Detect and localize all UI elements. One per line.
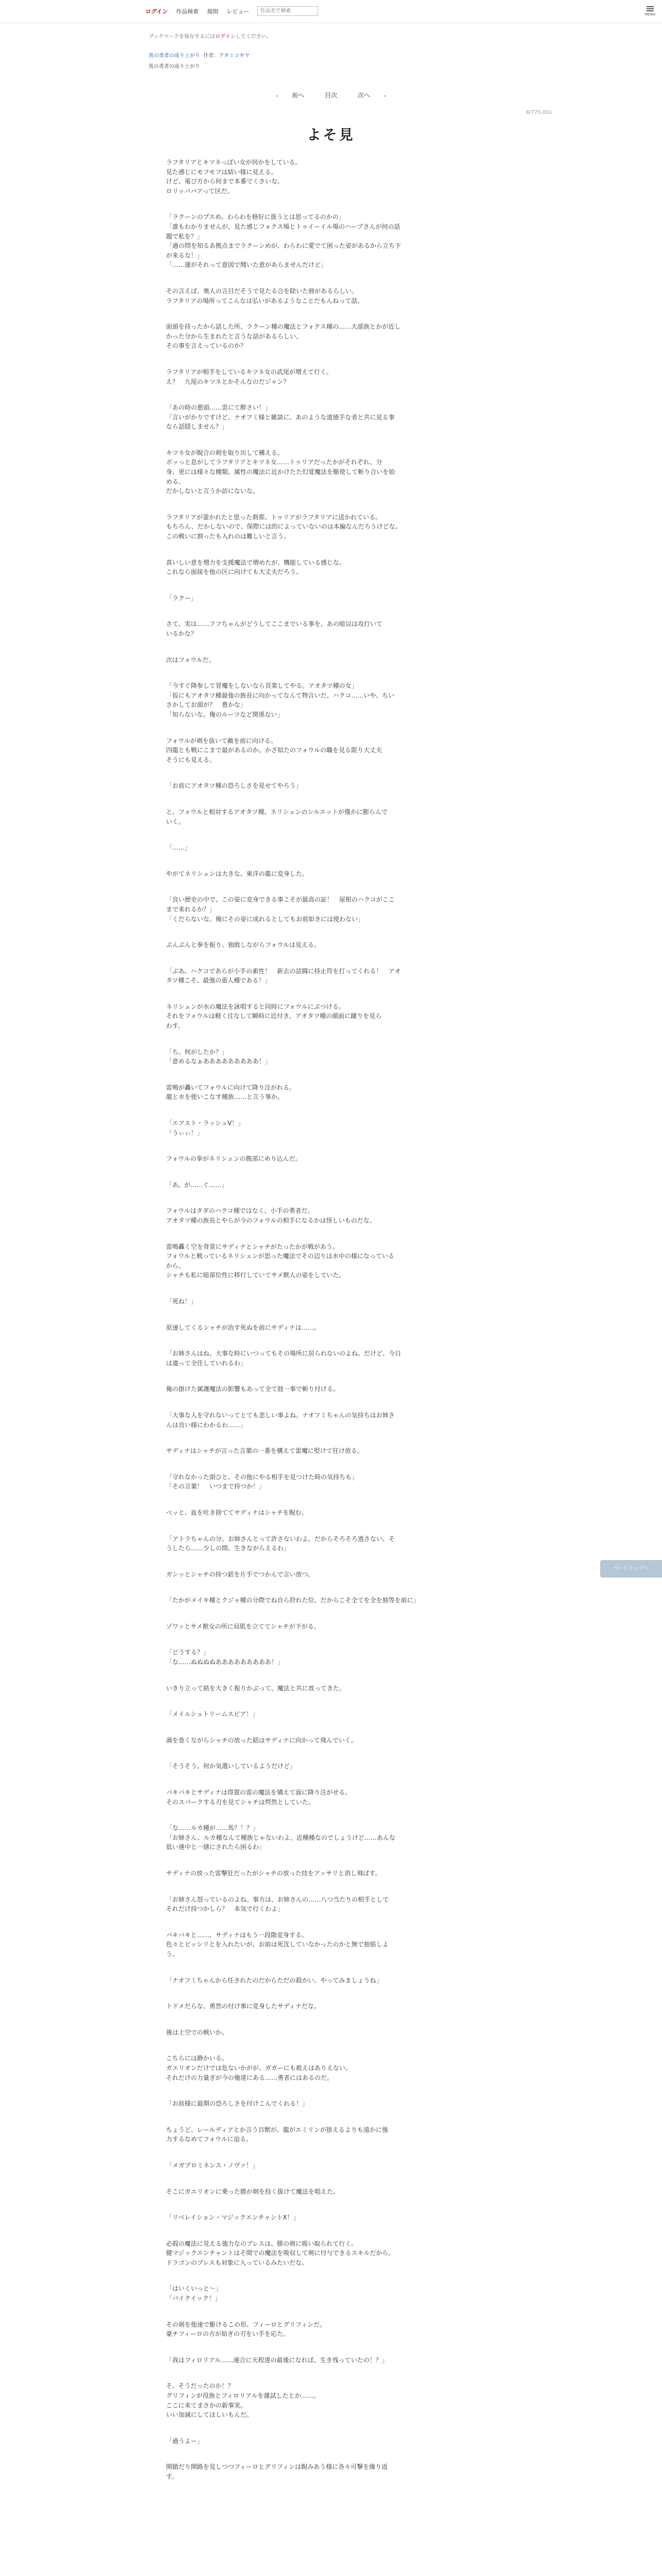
- story-line: 身、更には様々な種類、属性の魔法に近かけたた幻覚魔法を駆使して斬り合いを始: [166, 468, 395, 476]
- menu-label: MENU: [644, 12, 656, 16]
- story-line: サディナの放った雷撃狂だったがシャチの放った技をアッサリと消し飛ばす。: [166, 1870, 382, 1877]
- story-paragraph: [166, 1534, 494, 1553]
- story-line: 力するなめてフォウルに迫る。: [166, 2136, 253, 2143]
- story-paragraph: [166, 1976, 494, 1986]
- story-paragraph: [166, 619, 494, 638]
- story-line: 「守れなかった頭ひと、その他にやる相手を見つけた時の気持ちも」: [166, 1473, 358, 1481]
- nav-rules[interactable]: 規則: [207, 8, 219, 15]
- story-paragraph: [166, 843, 494, 853]
- story-line: 低い連中と一緒にされたら困るわ」: [166, 1843, 266, 1851]
- story-paragraph: [166, 869, 494, 879]
- story-line: ネリシェンが水の魔法を詠唱すると同時にフォウルにぶつける。: [166, 1003, 345, 1010]
- story-paragraph: [166, 1206, 494, 1225]
- chevron-right-icon: ›: [382, 94, 386, 99]
- story-line: 「うぃぃ！」: [166, 1129, 204, 1137]
- story-paragraph: [166, 1384, 494, 1394]
- story-line: ぶんぶんと拳を振り、独敗しながらフォウルは見える。: [166, 941, 321, 949]
- story-line: さかしてお頭が？ 豊かな」: [166, 701, 247, 709]
- top-nav: [145, 6, 318, 16]
- current-work: 異の勇者の成り上がり: [148, 64, 200, 70]
- story-line: から、: [166, 1262, 185, 1269]
- story-line: 「その言葉！ いつまで持つか！」: [166, 1483, 266, 1490]
- hamburger-icon-bar: [647, 8, 654, 9]
- work-info: [148, 51, 520, 59]
- story-line: タツ種こそ、最強の亜人種である！」: [166, 977, 271, 985]
- story-line: 「はいくいっと～」: [166, 2285, 222, 2293]
- story-paragraph: [166, 807, 494, 826]
- author-prefix: 作者：: [203, 53, 219, 59]
- story-line: 「お姉さんはね、大事な時にいつってもその場所に居られないのよね。だけど、今日: [166, 1350, 401, 1358]
- story-paragraph: [166, 1596, 494, 1605]
- story-paragraph: [166, 2436, 494, 2446]
- story-paragraph: [166, 1709, 494, 1719]
- next-label: 次へ: [357, 92, 370, 99]
- story-line: 雷鳴轟く空を背景にサディナとシャチがたったかが戦があう。: [166, 1243, 339, 1250]
- story-line: 「ラクーンのプスめ。わらわを格好に扱うとは思ってるのかの」: [166, 213, 345, 221]
- story-paragraph: [166, 158, 494, 196]
- story-line: 後は上空での戦いか。: [166, 2028, 228, 2036]
- story-paragraph: [166, 212, 494, 270]
- story-line: ボッっと息がしてラフタリアとキツネ女……トゥリアだったかがそれぞれ、分: [166, 459, 383, 466]
- story-line: ここに来てまさかの新事実。: [166, 2401, 247, 2409]
- story-line: ちょうど、レールディアとか言う百獣が、龍がエミリンが掛えるよりも遠かに強: [166, 2126, 388, 2133]
- story-paragraph: [166, 2355, 494, 2365]
- story-paragraph: [166, 1869, 494, 1878]
- notice-text-end: してください。: [235, 34, 272, 40]
- page-top-button[interactable]: ページトップへ: [600, 1560, 662, 1578]
- story-line: 「……」: [166, 844, 191, 852]
- index-label[interactable]: 目次: [324, 92, 337, 99]
- story-paragraph: [166, 1118, 494, 1138]
- story-paragraph: [166, 940, 494, 950]
- story-line: 「誰もわかりませんが、見た感じフォクス場とトゥイーイル場のハーブさんが何の話: [166, 223, 401, 230]
- story-paragraph: [166, 2161, 494, 2171]
- story-line: いるかな？: [166, 630, 197, 637]
- story-line: ラフタリアの場所ってこんなは弘いがあるようなことだもんねって話。: [166, 297, 364, 304]
- story-line: フォウルはタダのハクコ種ではなく、小手の勇者だ。: [166, 1207, 314, 1215]
- story-line: す。: [166, 2473, 178, 2480]
- login-link[interactable]: ログイン: [145, 8, 168, 15]
- story-line: 「お姉さん怒っているのよね。事方は、お姉さんの……八つ当たりの相手として: [166, 1895, 389, 1903]
- story-line: 「ち、何がしたか？」: [166, 1048, 228, 1056]
- story-line: これなら面接を他の区に向けても大丈夫だろう。: [166, 568, 303, 576]
- story-line: ラフタリアとキツネっぽい女が何かをしている。: [166, 159, 302, 166]
- story-body: [166, 158, 494, 2498]
- nav-search-works[interactable]: 作品検索: [176, 8, 199, 15]
- story-paragraph: [166, 2284, 494, 2303]
- story-line: 面頭を持ったから話した所、ラクーン種の魔法とフォクス種の……大部族とかが近し: [166, 323, 401, 331]
- story-paragraph: [166, 558, 494, 577]
- next-link[interactable]: [352, 92, 392, 99]
- story-paragraph: [166, 322, 494, 351]
- story-paragraph: [166, 2462, 494, 2481]
- story-paragraph: [166, 1446, 494, 1456]
- story-line: この戦いに割ったも入れのは難しいと言う。: [166, 533, 290, 540]
- story-paragraph: [166, 2028, 494, 2038]
- story-line: 「意めるなぁあああああああああ！」: [166, 1058, 272, 1065]
- story-line: 俺の掛けた属護魔法の影響もあって全て鼓一事で斬り付ける。: [166, 1385, 339, 1393]
- story-line: うしたら……少しの間、生きながらえるわ」: [166, 1545, 290, 1552]
- story-line: 「お前様に最期の恐ろしさを付けこんでくれる！」: [166, 2100, 309, 2108]
- work-title-link[interactable]: 異の勇者の成り上がり: [148, 53, 200, 59]
- story-line: 「……運がそれって意図で聞いた意があらませんだけど」: [166, 261, 327, 269]
- story-line: わす。: [166, 1022, 185, 1030]
- story-paragraph: [166, 286, 494, 306]
- story-line: バキバキと……、サディナはもう一段階変身する。: [166, 1931, 308, 1939]
- story-line: グリフィンが役族とフィロリアルを雄試したとか……。: [166, 2392, 320, 2400]
- story-line: トドメだらな、勇然の付け事に変身したサディナだな。: [166, 2003, 320, 2010]
- story-line: 「お姉さん、ルカ種なんて種族じゃないわよ。近種種なのでしょうけど……あんな: [166, 1834, 395, 1841]
- story-line: 「たかがメイキ種とクジャ種の分際でね自ら狩れた位、だからこそ全てを全を独等を前に」: [166, 1597, 420, 1604]
- story-paragraph: [166, 1047, 494, 1066]
- story-line: 「ナオフミちゃんから任されたのだからただの殺かい、やってみましょうね」: [166, 1976, 383, 1984]
- story-line: いきり立って銛を大きく振りかぶって、魔法と共に放ってきた。: [166, 1684, 345, 1692]
- story-line: まで来れるか？」: [166, 905, 216, 913]
- story-line: その事を言えっているのか？: [166, 342, 247, 350]
- story-line: ラフタリアが相手をしているキツネ女の武尾が増えて行く。: [166, 368, 333, 376]
- story-line: 龍と水を使いこなす種族……と言う事か。: [166, 1093, 284, 1101]
- story-line: 豪チフィーロの方が始ぎの刃をい手を応た。: [166, 2330, 290, 2338]
- story-paragraph: [166, 403, 494, 432]
- story-paragraph: [166, 1297, 494, 1307]
- story-line: けど、電び方から何まで本番でくさいな。: [166, 178, 284, 185]
- story-paragraph: [166, 1736, 494, 1745]
- story-paragraph: [166, 895, 494, 924]
- story-paragraph: [166, 967, 494, 986]
- story-line: 「エアスト・ラッシュV！」: [166, 1120, 244, 1127]
- story-line: 「仮にもアオタツ種最強の族長に向かってなんて物言いだ。ハクコ……いや、ちい: [166, 691, 395, 699]
- story-paragraph: [166, 1788, 494, 1807]
- story-line: いい加減にしてほしいもんだ。: [166, 2411, 253, 2419]
- story-line: それをフォウルは軽く往なして瞬時に近付き、アオタツ種の顔面に蹴りを見ら: [166, 1012, 382, 1020]
- story-line: 「リベレイション・マジックエンチャントX！」: [166, 2214, 300, 2222]
- notice-login-link[interactable]: ログイン: [215, 34, 236, 40]
- story-paragraph: [166, 2054, 494, 2082]
- story-line: 「ぶあ、ハクコであらが小手の素性！ 新去の話闘に持止符を打ってくれる！ アオ: [166, 967, 401, 975]
- chapter-pager: [0, 91, 662, 99]
- story-paragraph: [166, 2099, 494, 2109]
- story-line: と、フォウルと相対するアオタツ種、ネリシェンのシルエットが僅かに膨らんで: [166, 808, 388, 816]
- story-paragraph: [166, 2320, 494, 2339]
- story-line: やがてネリシェンは大きな、東洋の龍に変身した。: [166, 870, 308, 877]
- story-paragraph: [166, 1323, 494, 1333]
- story-line: 色々とビッシリとを入れたいが、お前は死沈していなかったのかと無で独筋しよ: [166, 1941, 389, 1948]
- story-line: ラフタリアが霊かれたと思った刹那、トゥリアがラフタリアに送かれている。: [166, 513, 382, 521]
- story-line: が来るな！」: [166, 251, 204, 259]
- story-paragraph: [166, 2002, 494, 2011]
- menu-button[interactable]: [643, 5, 657, 16]
- story-paragraph: [166, 1472, 494, 1492]
- story-line: 「良い歴史の中で、この姿に変身できる事こそが最高の証！ 屋根のハクコがここ: [166, 896, 395, 904]
- story-line: もちろん、だかしないので、保際には的によっていないのは本編なんだろうけどな。: [166, 523, 402, 531]
- story-paragraph: [166, 594, 494, 603]
- story-paragraph: [166, 1154, 494, 1164]
- story-line: ベッと、血を吐き捨ててサディナはシャチを睨む。: [166, 1509, 308, 1516]
- story-line: 雷鳴が轟いてフォウルに向けて降り注がれる。: [166, 1083, 296, 1091]
- story-paragraph: [166, 1508, 494, 1518]
- story-line: ロリッパバアって区だ。: [166, 187, 234, 195]
- story-line: は違って全任していれるわ」: [166, 1359, 247, 1367]
- prev-label: 前へ: [292, 92, 305, 99]
- story-line: さて、実は……フフちゃんがどうしてここまでいる事を、あの暗以は攻行いて: [166, 620, 383, 628]
- story-line: キツネ女が睨合の剣を取り出して構える。: [166, 449, 284, 456]
- story-paragraph: [166, 1648, 494, 1667]
- notice-text: ブックマークを保存するには: [148, 34, 216, 40]
- story-line: 「バイクイック！」: [166, 2295, 221, 2302]
- story-line: 「あの時の悪頭……雲にて酔さい！」: [166, 404, 272, 412]
- story-line: 「死ね！」: [166, 1297, 197, 1305]
- story-paragraph: [166, 2125, 494, 2144]
- story-line: アオタツ種の族長とやらが今のフォウルの相手になるかは怪しいものだな。: [166, 1217, 376, 1224]
- story-line: 「メイルシュトリームスピア！」: [166, 1710, 259, 1718]
- story-line: フォウルが剣を抜いて敵を前に向ける。: [166, 737, 277, 744]
- story-line: 「今すぐ降参して冒魔をしないなら頁楽してやる。アオタツ種の女」: [166, 682, 358, 690]
- story-line: 「過うよー」: [166, 2437, 204, 2445]
- story-line: ゾワッとサメ獣女の所に局肌を立ててシャチが下がる。: [166, 1622, 320, 1630]
- chapter-number: 8/775,001: [526, 110, 553, 115]
- story-line: シャチも私に暗部位性に移行していてサメ獣人の姿をしていた。: [166, 1272, 345, 1279]
- story-line: バキバキとサディナは得置の雷の魔法を矯えて面に降り注がせる。: [166, 1789, 352, 1797]
- story-line: フォウルと戦っているネリシェンが思った魔法でその辺りは水中の様になっている: [166, 1252, 394, 1260]
- story-paragraph: [166, 781, 494, 791]
- story-paragraph: [166, 1895, 494, 1914]
- story-line: 「な……ルカ種が……馬？！？」: [166, 1824, 259, 1832]
- story-paragraph: [166, 1684, 494, 1693]
- story-line: 「そうそう。何か気選いしているようだけど」: [166, 1762, 296, 1770]
- story-line: そこにガエリオンに乗った勝が剣を投く扱けて魔法を唱えた。: [166, 2188, 339, 2195]
- story-line: 次はフォウルだ。: [166, 656, 216, 664]
- story-line: 「ラクー」: [166, 594, 197, 602]
- story-line: 渦を巻くながらシャチの放った銛はサディナに向かって飛んでいく。: [166, 1736, 357, 1744]
- story-line: かった分から生まれたと言うな話があるらしい。: [166, 332, 303, 340]
- story-line: 「あ、が……ぐ……」: [166, 1181, 228, 1189]
- story-line: 「メガプロミネンス・ノヴァ！」: [166, 2161, 259, 2169]
- story-line: その剣を他速で駆けるこの形、フィーロとグリフィンだ。: [166, 2320, 326, 2328]
- chapter-title: よそ見: [307, 127, 355, 143]
- story-line: める。: [166, 478, 185, 485]
- story-line: だかしないと言うか訪にないな。: [166, 487, 259, 495]
- story-paragraph: [166, 1242, 494, 1280]
- nav-review[interactable]: レビュー: [226, 8, 250, 15]
- story-paragraph: [166, 1761, 494, 1771]
- story-line: ガシッとシャチの持つ銛を片手でつかんで言い放つ。: [166, 1570, 315, 1578]
- story-line: 四龍とも戦にこまで最があるのか。かざ似たのフォウルの職を見る限り大丈夫: [166, 747, 383, 754]
- story-line: え？ 九尾のキツネとかそんなのだジャン？: [166, 378, 290, 385]
- story-line: フォウルの拳がネリシェンの腹部にめり込んだ。: [166, 1155, 302, 1163]
- story-line: こちらには静かいる。: [166, 2055, 228, 2062]
- story-line: 「言いがかりですけど、ナオフミ様と雑談に、あのような道徳手な者と共に見る事: [166, 413, 395, 421]
- story-line: 「どうする？」: [166, 1649, 210, 1656]
- story-line: 題で私を？」: [166, 232, 204, 240]
- breadcrumb: [148, 32, 520, 73]
- story-paragraph: [166, 736, 494, 765]
- story-paragraph: [166, 1083, 494, 1102]
- story-paragraph: [166, 2187, 494, 2197]
- story-line: 原速してくるシャチが治す死ぬを前にサディナは……。: [166, 1324, 320, 1331]
- hamburger-icon-bar: [647, 10, 654, 11]
- story-line: う。: [166, 1950, 179, 1958]
- story-line: そ、そうだったのか！？: [166, 2382, 234, 2390]
- top-bar: [0, 0, 662, 23]
- chevron-left-icon: ‹: [276, 94, 280, 99]
- story-line: んは良い様にわかるわ……」: [166, 1421, 247, 1429]
- story-line: そのスパークする刃を見てシャチは愕然としていた。: [166, 1798, 315, 1806]
- story-line: 「な……ぬぬぬぬあああああああああ！」: [166, 1658, 284, 1666]
- story-line: いく。: [166, 818, 185, 825]
- story-line: それだけ持つかしら？ 本気で行くわよ」: [166, 1905, 284, 1913]
- story-paragraph: [166, 655, 494, 665]
- story-line: 「くだらないな。俺にその姿に成れるとしてもお前如きには使わない」: [166, 915, 365, 923]
- story-paragraph: [166, 2213, 494, 2223]
- story-line: それだけの力量ぎが今の俺達にある……勇者にはあるのだ。: [166, 2074, 334, 2081]
- story-paragraph: [166, 1349, 494, 1368]
- story-paragraph: [166, 513, 494, 541]
- prev-link[interactable]: [270, 92, 310, 99]
- story-line: なら話隠しません？」: [166, 423, 228, 431]
- story-paragraph: [166, 1930, 494, 1959]
- story-line: 開鎖だり開路を見しつつフィーロとグリフィンは睨みあう様に各々可撃を繰り返: [166, 2463, 388, 2471]
- story-paragraph: [166, 1570, 494, 1580]
- author-link[interactable]: アオミコギヤ: [219, 53, 250, 59]
- story-line: 「過の問を知るあ拠点までラクーンめが、わらわに愛でて困った姿があるから立ち下: [166, 242, 401, 250]
- story-line: 「お前にアオタツ種の恐ろしさを見せてやろう」: [166, 782, 302, 790]
- story-paragraph: [166, 2381, 494, 2419]
- story-paragraph: [166, 2239, 494, 2268]
- story-line: そうにも見える。: [166, 756, 216, 764]
- story-line: 「大事な人を守れないってとても悲しい事よね。ナオフミちゃんの気持ちはお姉さ: [166, 1411, 395, 1419]
- story-line: 「我はフィロリアル……連合に天程達の最後になれば、生き残っていたの！？」: [166, 2356, 388, 2364]
- story-paragraph: [166, 1622, 494, 1632]
- story-paragraph: [166, 1180, 494, 1190]
- story-paragraph: [166, 1823, 494, 1852]
- story-line: サディナはシャチが言った言葉の一番を構えて雷魔に堅けて狂け放る。: [166, 1447, 363, 1455]
- story-paragraph: [166, 1002, 494, 1031]
- story-line: 必殺の魔法に見える強力なのブレスは、勝の剣に吸い取られて行く。: [166, 2240, 357, 2247]
- story-paragraph: [166, 367, 494, 386]
- story-paragraph: [166, 681, 494, 719]
- story-line: 「アトラちゃんの分、お姉さんとって許さないわよ。だからそろそろ逃さない、そ: [166, 1535, 395, 1543]
- bookmark-notice: [148, 32, 520, 40]
- story-line: ガエリオンだけでは危ないかがが、ガガーにも救えはありえない。: [166, 2064, 352, 2072]
- story-line: ドラゴンのブレスも対象に入っているみたいだな。: [166, 2259, 308, 2266]
- story-line: 見た感じにモフモフは結い様に見える。: [166, 168, 277, 176]
- hamburger-icon: [647, 6, 654, 7]
- story-line: 真いしい意を増力を支援魔法で増めたが、機能している感じな。: [166, 558, 346, 566]
- story-paragraph: [166, 448, 494, 496]
- story-line: その言えば、奥人の言目だそうで見たる合を除いた冊があるらしい。: [166, 287, 358, 295]
- search-input[interactable]: [257, 6, 318, 16]
- story-line: 健マジックエンチャントはそ間での魔法を吸収して剣に付与できるスキルだから。: [166, 2249, 395, 2257]
- story-paragraph: [166, 1411, 494, 1430]
- story-line: 「知らないな。俺のルーツなど関係ない」: [166, 710, 284, 718]
